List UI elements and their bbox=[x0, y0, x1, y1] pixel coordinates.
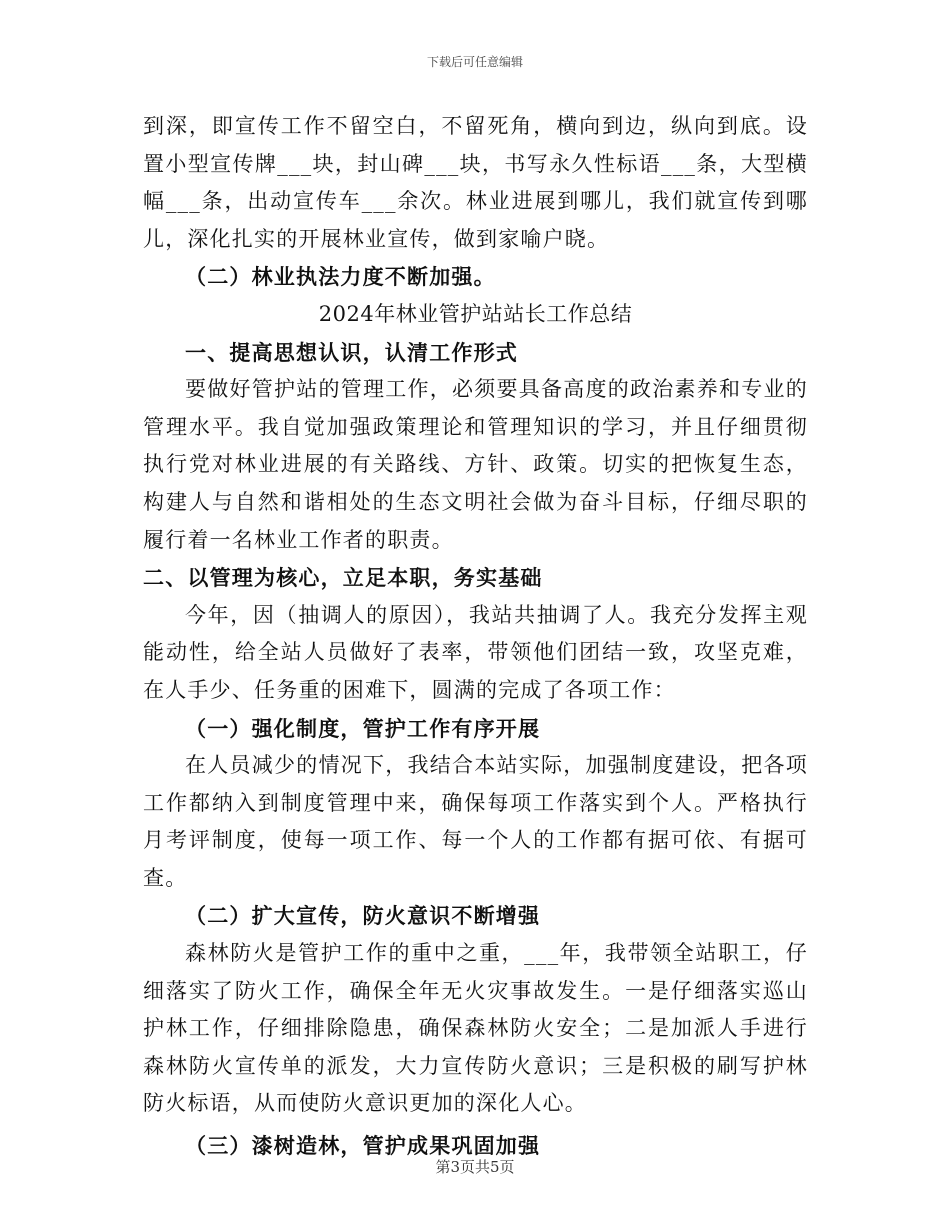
document-title: 2024年林业管护站站长工作总结 bbox=[318, 301, 633, 326]
subsection-2-3-heading: （三）漆树造林，管护成果巩固加强 bbox=[185, 1133, 541, 1159]
section-2-heading: 二、以管理为核心，立足本职，务实基础 bbox=[143, 565, 543, 591]
subsection-2-1-heading: （一）强化制度，管护工作有序开展 bbox=[185, 715, 541, 741]
intro-paragraph: 到深，即宣传工作不留空白，不留死角，横向到边，纵向到底。设置小型宣传牌___块，封山碑___块，书写永久性标语___条，大型横幅___条，出动宣传车___余次。林业进展到哪儿，我们就宣传到哪儿，深化扎实的开展林业宣传，做到家喻户晓。 bbox=[143, 114, 808, 251]
section-1-heading: 一、提高思想认识，认清工作形式 bbox=[185, 339, 518, 365]
subsection-2-2-paragraph: 森林防火是管护工作的重中之重，___年，我带领全站职工，仔细落实了防火工作，确保全年无火灾事故发生。一是仔细落实巡山护林工作，仔细排除隐患，确保森林防火安全；二是加派人手进行森林防火宣传单的派发，大力宣传防火意识；三是积极的刷写护林防火标语，从而使防火意识更加的深化人心。 bbox=[143, 941, 808, 1116]
section-2-paragraph: 今年，因（抽调人的原因），我站共抽调了人。我充分发挥主观能动性，给全站人员做好了表率，带领他们团结一致，攻坚克难，在人手少、任务重的困难下，圆满的完成了各项工作： bbox=[143, 602, 808, 702]
subsection-2-2-heading: （二）扩大宣传，防火意识不断增强 bbox=[185, 903, 541, 929]
page-header-note: 下载后可任意编辑 bbox=[426, 55, 523, 69]
section-1-paragraph: 要做好管护站的管理工作，必须要具备高度的政治素养和专业的管理水平。我自觉加强政策理论和管理知识的学习，并且仔细贯彻执行党对林业进展的有关路线、方针、政策。切实的把恢复生态，构建人与自然和谐相处的生态文明社会做为奋斗目标，仔细尽职的履行着一名林业工作者的职责。 bbox=[143, 377, 808, 552]
enforcement-heading: （二）林业执法力度不断加强。 bbox=[185, 264, 496, 290]
subsection-2-1-paragraph: 在人员减少的情况下，我结合本站实际，加强制度建设，把各项工作都纳入到制度管理中来，确保每项工作落实到个人。严格执行月考评制度，使每一项工作、每一个人的工作都有据可依、有据可查。 bbox=[143, 753, 808, 890]
page-footer-number: 第3页共5页 bbox=[435, 1158, 515, 1176]
document-body bbox=[143, 108, 808, 1165]
